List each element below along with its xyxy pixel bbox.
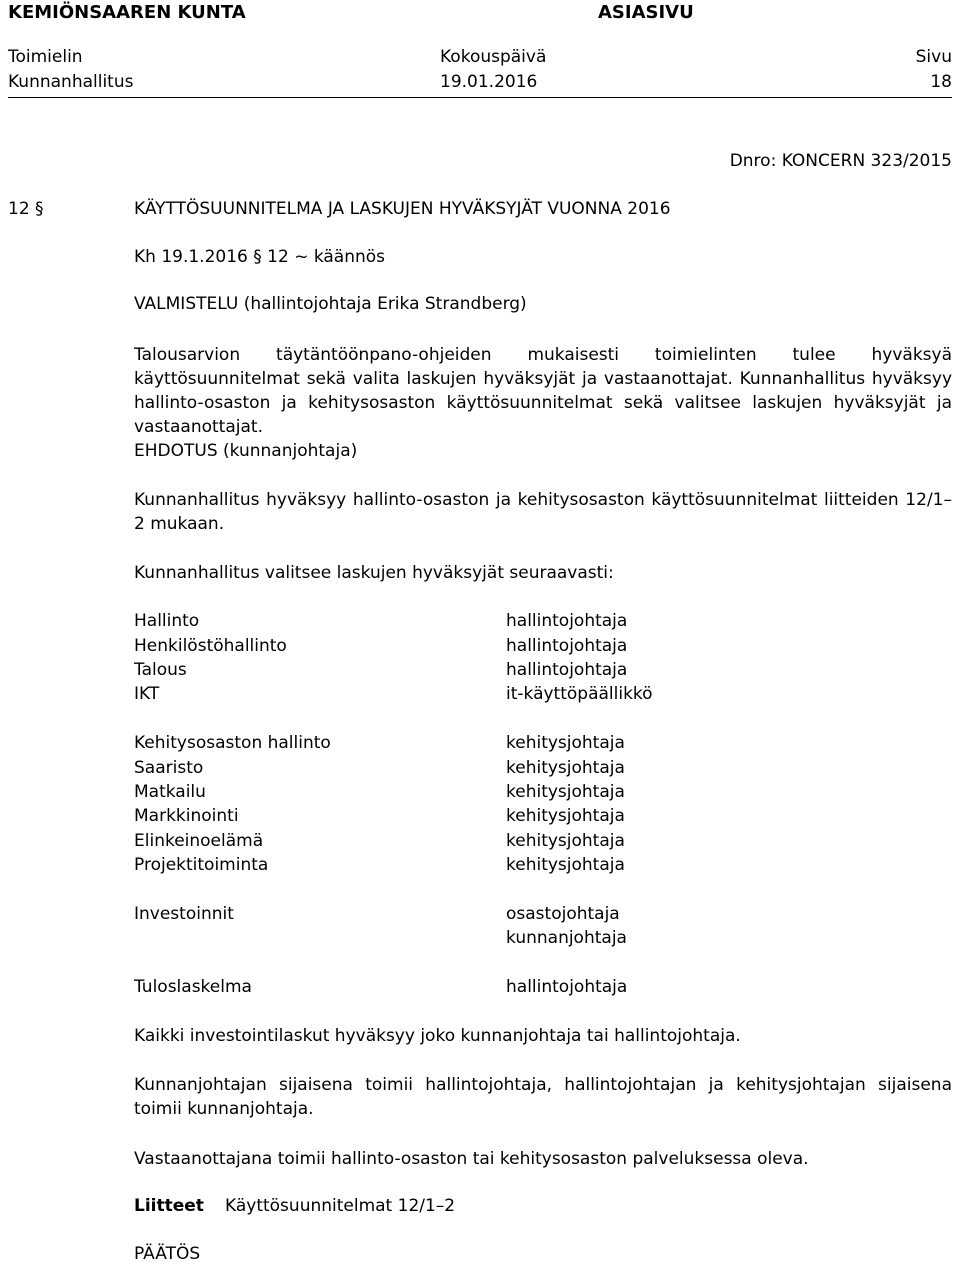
item-reference: Kh 19.1.2016 § 12 ~ käännös: [134, 247, 386, 267]
approver-unit: Elinkeinoelämä: [134, 831, 264, 851]
approver-unit: Talous: [134, 660, 187, 680]
approver-role: hallintojohtaja: [506, 660, 628, 680]
approver-unit: Saaristo: [134, 758, 204, 778]
approver-role: hallintojohtaja: [506, 636, 628, 656]
organization-name: KEMIÖNSAAREN KUNTA: [8, 2, 246, 23]
approver-unit: Investoinnit: [134, 904, 234, 924]
page-label: Sivu: [915, 47, 952, 67]
approver-role: hallintojohtaja: [506, 611, 628, 631]
meeting-date: 19.01.2016: [440, 72, 538, 92]
header-divider: [8, 97, 952, 98]
attachments-label: Liitteet: [134, 1196, 204, 1216]
approver-role: kehitysjohtaja: [506, 855, 625, 875]
approver-unit: Markkinointi: [134, 806, 239, 826]
approver-unit: Hallinto: [134, 611, 200, 631]
document-type: ASIASIVU: [598, 2, 694, 23]
background-paragraph: Talousarvion täytäntöönpano-ohjeiden mukaisesti toimielinten tulee hyväksyä käyttösuunnitelmat sekä valita laskujen hyväksyjät ja vastaanottajat. Kunnanhallitus hyväksyy hallinto-osaston ja kehitysosaston käyttösuunnitelmat sekä valitsee laskujen hyväksyjät ja vastaanottajat.: [134, 345, 952, 437]
item-number: 12 §: [8, 199, 44, 219]
proposal-heading: EHDOTUS (kunnanjohtaja): [134, 441, 358, 461]
approver-unit: Tuloslaskelma: [134, 977, 252, 997]
organ-name: Kunnanhallitus: [8, 72, 134, 92]
approver-role: osastojohtaja: [506, 904, 620, 924]
organ-label: Toimielin: [8, 47, 83, 67]
approver-role: kehitysjohtaja: [506, 733, 625, 753]
approver-role: kehitysjohtaja: [506, 782, 625, 802]
item-title: KÄYTTÖSUUNNITELMA JA LASKUJEN HYVÄKSYJÄT VUONNA 2016: [134, 199, 671, 219]
approver-unit: Projektitoiminta: [134, 855, 269, 875]
substitutes-paragraph: Kunnanjohtajan sijaisena toimii hallintojohtaja, hallintojohtajan ja kehitysjohtajan sijaisena toimii kunnanjohtaja.: [134, 1075, 952, 1119]
proposal-paragraph: Kunnanhallitus hyväksyy hallinto-osaston ja kehitysosaston käyttösuunnitelmat liitteiden 12/1–2 mukaan.: [134, 490, 952, 534]
approver-role: kehitysjohtaja: [506, 758, 625, 778]
recipients-note: Vastaanottajana toimii hallinto-osaston tai kehitysosaston palveluksessa oleva.: [134, 1149, 809, 1169]
approvers-intro: Kunnanhallitus valitsee laskujen hyväksyjät seuraavasti:: [134, 563, 614, 583]
approver-unit: Henkilöstöhallinto: [134, 636, 287, 656]
decision-heading: PÄÄTÖS: [134, 1244, 201, 1264]
approver-role: kunnanjohtaja: [506, 928, 627, 948]
page-number: 18: [930, 72, 952, 92]
approver-unit: Matkailu: [134, 782, 206, 802]
investments-note: Kaikki investointilaskut hyväksyy joko kunnanjohtaja tai hallintojohtaja.: [134, 1026, 741, 1046]
approver-role: kehitysjohtaja: [506, 831, 625, 851]
approver-unit: IKT: [134, 684, 160, 704]
approver-unit: Kehitysosaston hallinto: [134, 733, 331, 753]
record-number: Dnro: KONCERN 323/2015: [729, 151, 952, 171]
preparer-line: VALMISTELU (hallintojohtaja Erika Strandberg): [134, 294, 527, 314]
approver-role: kehitysjohtaja: [506, 806, 625, 826]
approver-role: hallintojohtaja: [506, 977, 628, 997]
date-label: Kokouspäivä: [440, 47, 547, 67]
approver-role: it-käyttöpäällikkö: [506, 684, 653, 704]
attachments-text: Käyttösuunnitelmat 12/1–2: [225, 1196, 456, 1216]
